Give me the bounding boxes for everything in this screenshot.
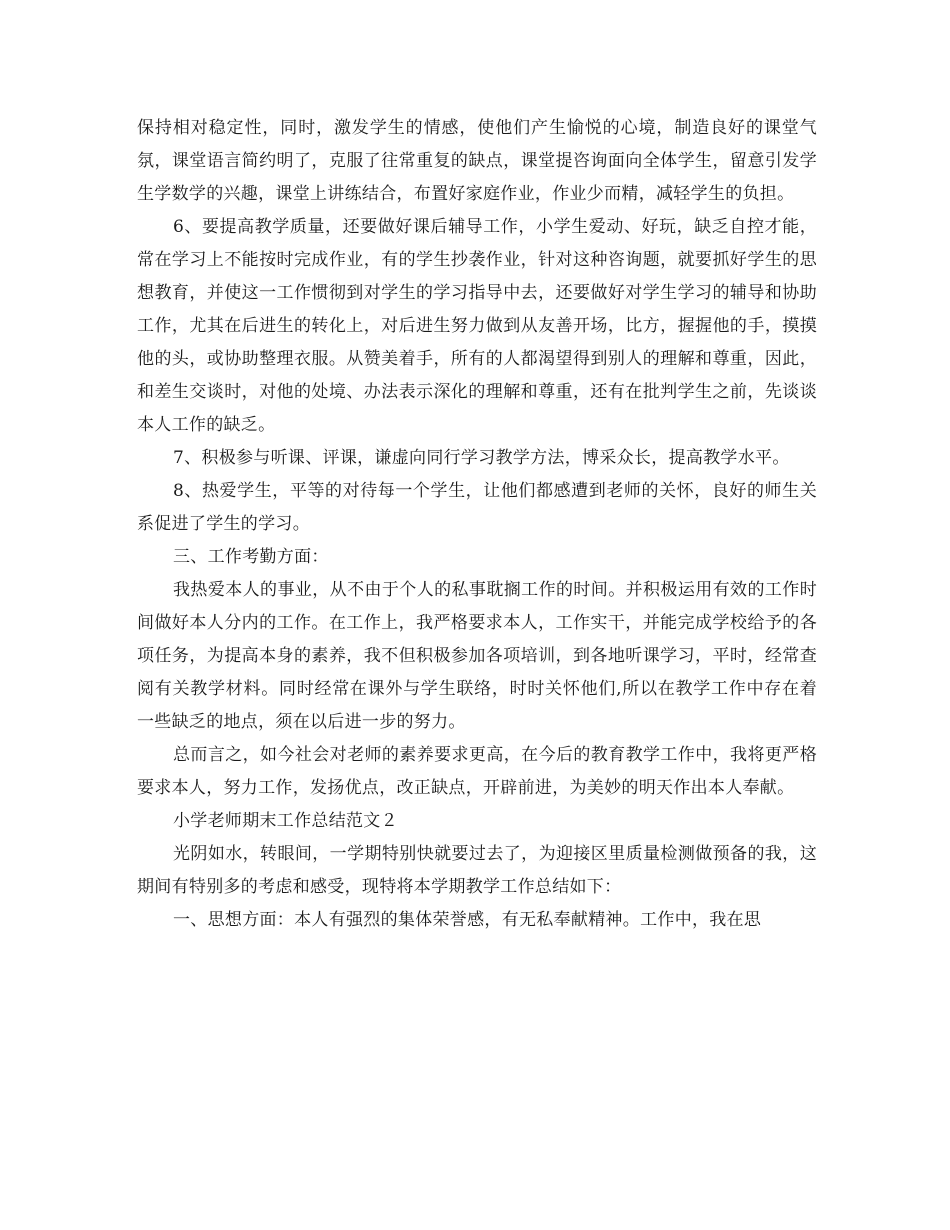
section-heading-attendance: 三、工作考勤方面： bbox=[173, 547, 329, 567]
paragraph-6: 我热爱本人的事业，从不由于个人的私事耽搁工作的时间。并积极运用有效的工作时间做好本人分内的工作。在工作上，我严格要求本人，工作实干，并能完成学校给予的各项任务，为提高本身的素养，我不但积极参加各项培训，到各地听课学习，平时，经常查阅有关教学材料。同时经常在课外与学生联络，时时关怀他们,所以在教学工作中存在着一些缺乏的地点，须在以后进一步的努力。 bbox=[137, 580, 817, 732]
paragraph-3: 7、积极参与听课、评课，谦虚向同行学习教学方法，博采众长，提高教学水平。 bbox=[173, 448, 790, 468]
paragraph-10: 一、思想方面：本人有强烈的集体荣誉感，有无私奉献精神。工作中，我在思 bbox=[173, 910, 762, 930]
document-body bbox=[137, 112, 817, 937]
paragraph-7: 总而言之，如今社会对老师的素养要求更高，在今后的教育教学工作中，我将更严格要求本人，努力工作，发扬优点，改正缺点，开辟前进，为美妙的明天作出本人奉献。 bbox=[137, 745, 817, 798]
paragraph-2: 6、要提高教学质量，还要做好课后辅导工作，小学生爱动、好玩，缺乏自控才能，常在学习上不能按时完成作业，有的学生抄袭作业，针对这种咨询题，就要抓好学生的思想教育，并使这一工作惯彻到对学生的学习指导中去，还要做好对学生学习的辅导和协助工作，尤其在后进生的转化上，对后进生努力做到从友善开场，比方，握握他的手，摸摸他的头，或协助整理衣服。从赞美着手，所有的人都渴望得到别人的理解和尊重，因此，和差生交谈时，对他的处境、办法表示深化的理解和尊重，还有在批判学生之前，先谈谈本人工作的缺乏。 bbox=[137, 217, 817, 435]
section-title-sample-2: 小学老师期末工作总结范文２ bbox=[173, 811, 398, 831]
paragraph-4: 8、热爱学生，平等的对待每一个学生，让他们都感遭到老师的关怀，良好的师生关系促进了学生的学习。 bbox=[137, 481, 817, 534]
paragraph-1: 保持相对稳定性，同时，激发学生的情感，使他们产生愉悦的心境，制造良好的课堂气氛，课堂语言简约明了，克服了往常重复的缺点，课堂提咨询面向全体学生，留意引发学生学数学的兴趣，课堂上讲练结合，布置好家庭作业，作业少而精，减轻学生的负担。 bbox=[137, 118, 817, 204]
paragraph-9: 光阴如水，转眼间，一学期特别快就要过去了，为迎接区里质量检测做预备的我，这期间有特别多的考虑和感受，现特将本学期教学工作总结如下： bbox=[137, 844, 817, 897]
